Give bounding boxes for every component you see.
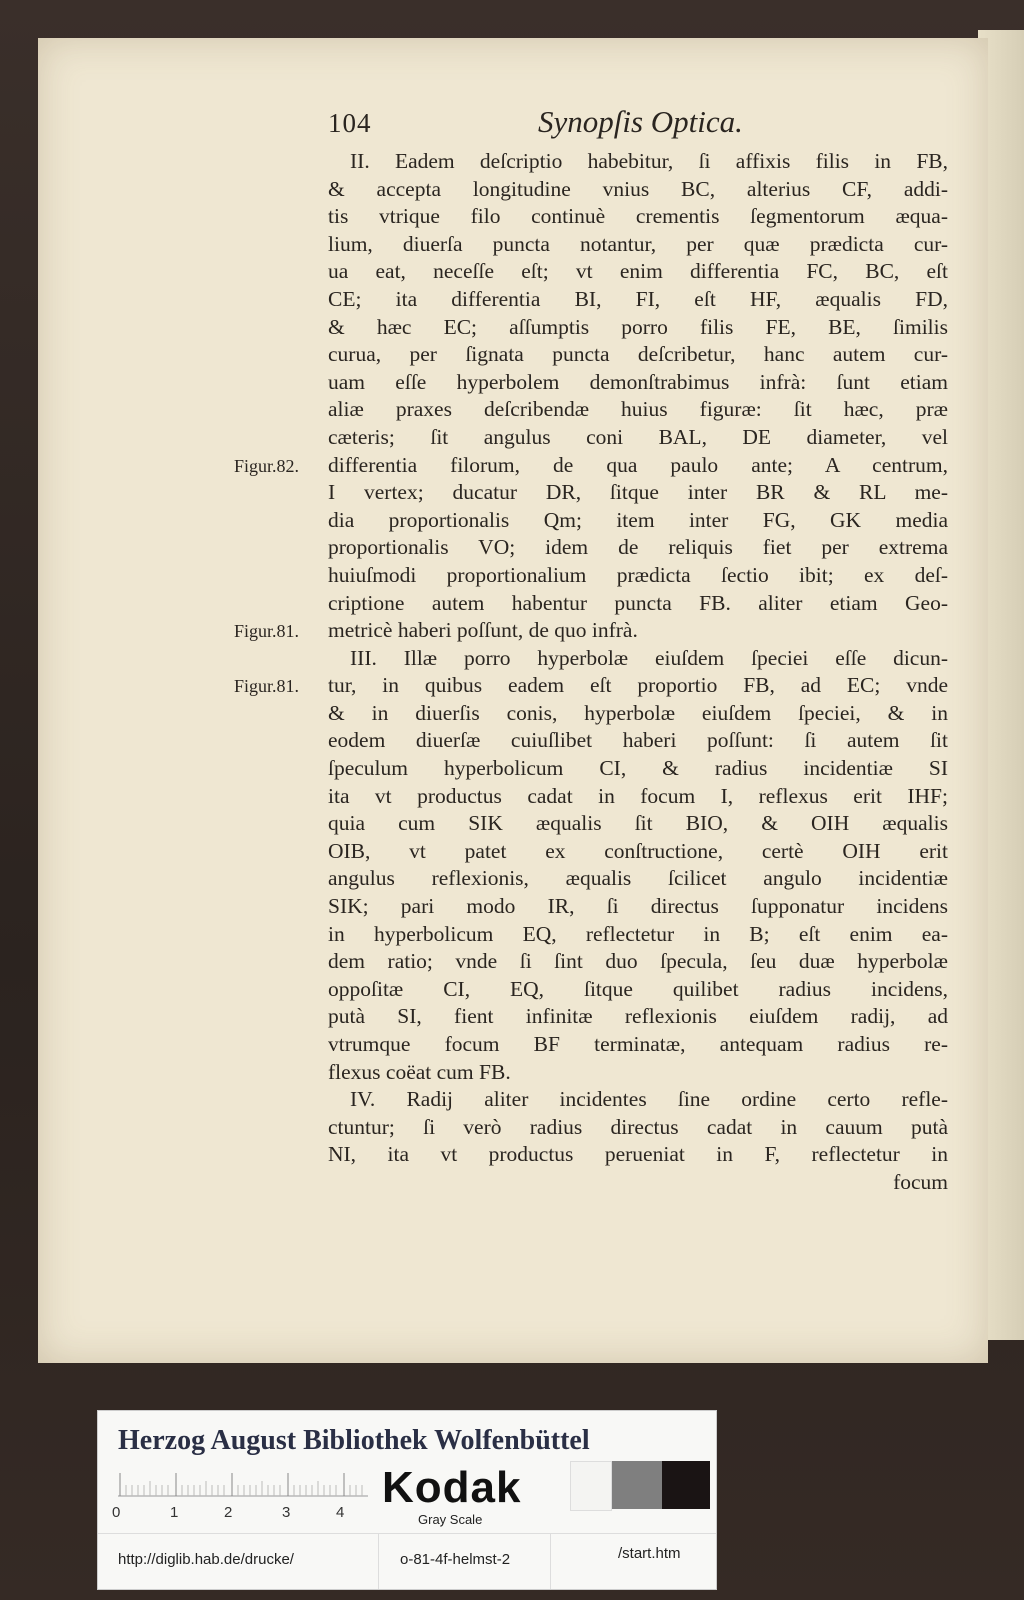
swatch-gray — [612, 1461, 662, 1509]
ruler-label: 0 — [112, 1504, 121, 1521]
swatch-black — [662, 1461, 710, 1509]
library-name: Herzog August Bibliothek Wolfenbüttel — [118, 1425, 590, 1456]
url-prefix: http://diglib.hab.de/drucke/ — [118, 1551, 294, 1568]
text-line: eodem diuerſæ cuiuſlibet haberi poſſunt: ſi autem ſit — [328, 728, 948, 753]
text-line: putà SI, fient infinitæ reflexionis eiuſdem radij, ad — [328, 1004, 948, 1029]
text-line: & accepta longitudine vnius BC, alterius CF, addi- — [328, 176, 948, 201]
text-line: dem ratio; vnde ſi ſint duo ſpecula, ſeu duæ hyperbolæ — [328, 949, 948, 974]
text-line: SIK; pari modo IR, ſi directus ſupponatur incidens — [328, 894, 948, 919]
text-line: ſpeculum hyperbolicum CI, & radius incidentiæ SI — [328, 756, 948, 781]
text-line: ita vt productus cadat in focum I, reflexus erit IHF; — [328, 783, 948, 808]
text-line: metricè haberi poſſunt, de quo infrà. — [328, 618, 638, 643]
card-divider — [550, 1533, 551, 1589]
ruler-label: 3 — [282, 1504, 291, 1521]
card-divider — [378, 1533, 379, 1589]
text-line: NI, ita vt productus perueniat in F, reflectetur in — [328, 1142, 948, 1167]
kodak-logo: Kodak — [382, 1463, 522, 1512]
body-text — [328, 148, 948, 1197]
ruler-label: 1 — [170, 1504, 179, 1521]
text-line: flexus coëat cum FB. — [328, 1059, 511, 1084]
text-line: II. Eadem deſcriptio habebitur, ſi affixis filis in FB, — [350, 149, 948, 173]
text-line: tur, in quibus eadem eſt proportio FB, ad EC; vnde — [328, 673, 948, 698]
text-line: differentia filorum, de qua paulo ante; A centrum, — [328, 452, 948, 477]
margin-note-figure-81: Figur.81. — [234, 621, 300, 641]
swatch-white — [570, 1461, 612, 1511]
text-line: CE; ita differentia BI, FI, eſt HF, æqualis FD, — [328, 286, 948, 311]
text-line: in hyperbolicum EQ, reflectetur in B; eſt enim ea- — [328, 921, 948, 946]
text-line: ua eat, neceſſe eſt; vt enim differentia FC, BC, eſt — [328, 259, 948, 284]
text-line: I vertex; ducatur DR, ſitque inter BR & RL me- — [328, 480, 948, 505]
document-id: o-81-4f-helmst-2 — [400, 1551, 511, 1568]
text-line: oppoſitæ CI, EQ, ſitque quilibet radius incidens, — [328, 976, 948, 1001]
card-divider — [98, 1533, 716, 1534]
text-line: huiuſmodi proportionalium prædicta ſectio ibit; ex deſ- — [328, 562, 948, 587]
text-line: III. Illæ porro hyperbolæ eiuſdem ſpeciei eſſe dicun- — [350, 645, 948, 670]
catchword: focum — [893, 1169, 948, 1194]
text-line: cæteris; ſit angulus coni BAL, DE diameter, vel — [328, 424, 948, 449]
gray-scale-label: Gray Scale — [418, 1512, 483, 1527]
text-line: & in diuerſis conis, hyperbolæ eiuſdem ſpeciei, & in — [328, 700, 948, 725]
url-suffix: /start.htm — [618, 1545, 681, 1562]
ruler-icon — [118, 1473, 368, 1497]
running-title: Synopſis Optica. — [538, 104, 743, 139]
margin-note-figure-81-second: Figur.81. — [234, 676, 300, 696]
text-line: proportionalis VO; idem de reliquis fiet per extrema — [328, 535, 948, 560]
text-line: vtrumque focum BF terminatæ, antequam radius re- — [328, 1032, 948, 1056]
text-line: ctuntur; ſi verò radius directus cadat in cauum putà — [328, 1114, 948, 1139]
text-line: uam eſſe hyperbolem demonſtrabimus infrà: ſunt etiam — [328, 369, 948, 394]
ruler-label: 2 — [224, 1504, 233, 1521]
text-line: aliæ praxes deſcribendæ huius figuræ: ſit hæc, præ — [328, 397, 948, 422]
color-scale-card — [97, 1410, 717, 1590]
page-number: 104 — [328, 108, 372, 138]
text-line: quia cum SIK æqualis ſit BIO, & OIH æqualis — [328, 811, 948, 836]
text-line: angulus reflexionis, æqualis ſcilicet angulo incidentiæ — [328, 866, 948, 891]
text-line: lium, diuerſa puncta notantur, per quæ prædicta cur- — [328, 231, 948, 256]
margin-note-figure-82: Figur.82. — [234, 456, 300, 476]
text-line: criptione autem habentur puncta FB. aliter etiam Geo- — [328, 590, 948, 615]
text-line: tis vtrique filo continuè crementis ſegmentorum æqua- — [328, 204, 948, 229]
text-line: curua, per ſignata puncta deſcribetur, hanc autem cur- — [328, 342, 948, 367]
text-line: & hæc EC; aſſumptis porro filis FE, BE, ſimilis — [328, 314, 948, 339]
text-line: IV. Radij aliter incidentes ſine ordine certo refle- — [350, 1087, 948, 1112]
text-line: dia proportionalis Qm; item inter FG, GK media — [328, 507, 948, 532]
ruler-label: 4 — [336, 1504, 345, 1521]
page-header — [328, 104, 948, 146]
text-line: OIB, vt patet ex conſtructione, certè OIH erit — [328, 838, 948, 863]
